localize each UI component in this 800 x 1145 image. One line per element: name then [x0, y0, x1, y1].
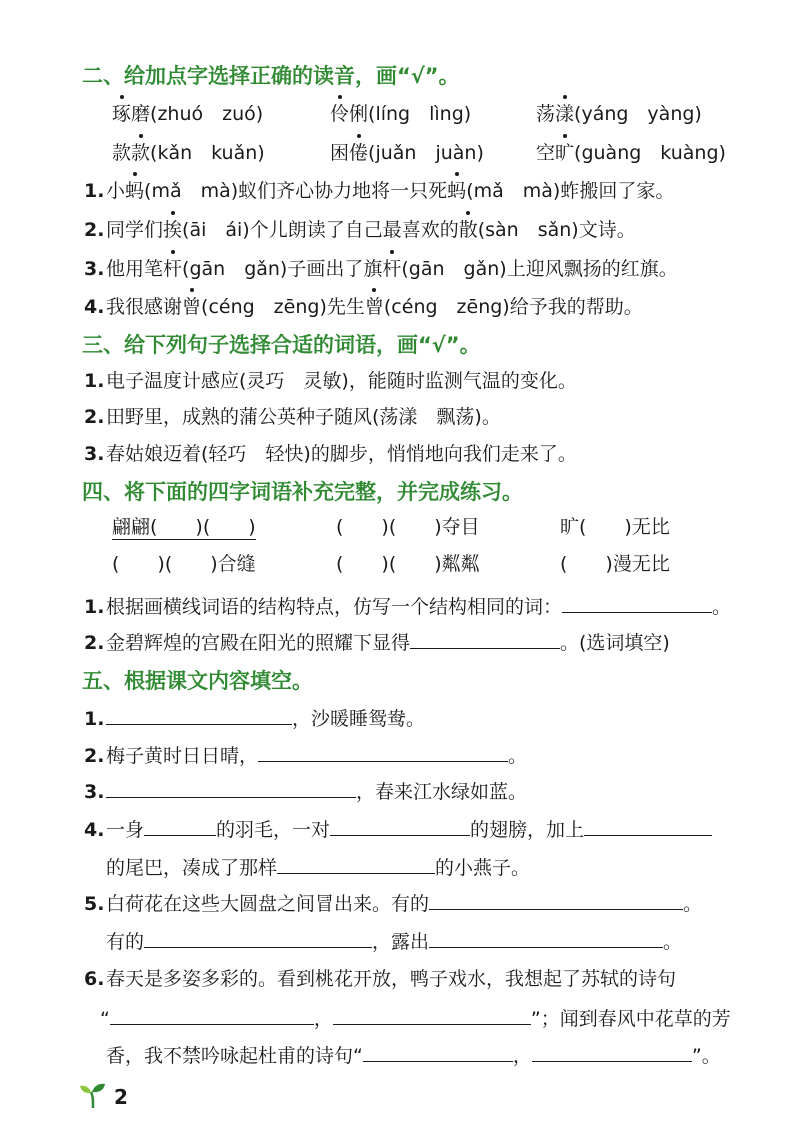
question-5-3: 3. ，春来江水绿如蓝。	[84, 777, 527, 805]
question-4-2: 2.金碧辉煌的宫殿在阳光的照耀下显得 。(选词填空)	[84, 628, 670, 656]
question-5-5: 5.白荷花在这些大圆盘之间冒出来。有的 。	[84, 889, 702, 917]
page-number: 2	[114, 1085, 128, 1109]
answer-blank[interactable]	[333, 1004, 531, 1025]
word-item: 款款(kǎn kuǎn)	[112, 142, 265, 164]
idiom-item: 翩翩( )( )	[112, 516, 256, 538]
answer-blank[interactable]	[144, 927, 372, 948]
word-item: 困倦(juǎn juàn)	[330, 142, 484, 164]
sprout-icon	[78, 1080, 108, 1114]
question-4-1: 1.根据画横线词语的结构特点，仿写一个结构相同的词： 。	[84, 592, 731, 620]
question-3-3: 3.春姑娘迈着(轻巧 轻快)的脚步，悄悄地向我们走来了。	[84, 443, 577, 465]
answer-blank[interactable]	[363, 1041, 513, 1062]
answer-blank[interactable]	[410, 628, 560, 649]
page-footer	[78, 1080, 128, 1114]
question-5-5-cont: 有的 ，露出 。	[106, 927, 682, 955]
idiom-item: ( )( )合缝	[112, 553, 256, 575]
question-5-4: 4.一身 的羽毛，一对 的翅膀，加上	[84, 815, 712, 843]
answer-blank[interactable]	[562, 592, 712, 613]
answer-blank[interactable]	[584, 815, 712, 836]
question-5-6: 6.春天是多姿多彩的。看到桃花开放，鸭子戏水，我想起了苏轼的诗句	[84, 968, 677, 990]
section-5-title: 五、根据课文内容填空。	[82, 669, 313, 693]
answer-blank[interactable]	[106, 704, 292, 725]
answer-blank[interactable]	[277, 853, 435, 874]
word-item: 伶俐(líng lìng)	[330, 103, 472, 125]
question-5-1: 1. ，沙暖睡鸳鸯。	[84, 704, 425, 732]
section-2-title: 二、给加点字选择正确的读音，画“√”。	[82, 64, 460, 88]
answer-blank[interactable]	[258, 741, 508, 762]
question-2-3: 3.他用笔杆(gān gǎn)子画出了旗杆(gān gǎn)上迎风飘扬的红旗。	[84, 258, 678, 280]
question-3-1: 1.电子温度计感应(灵巧 灵敏)，能随时监测气温的变化。	[84, 370, 577, 392]
word-item: 空旷(guàng kuàng)	[536, 142, 726, 164]
section-3-title: 三、给下列句子选择合适的词语，画“√”。	[82, 333, 481, 357]
question-2-4: 4.我很感谢曾(céng zēng)先生曾(céng zēng)给予我的帮助。	[84, 296, 643, 318]
idiom-item: ( )( )粼粼	[336, 553, 480, 575]
answer-blank[interactable]	[429, 889, 683, 910]
idiom-item: ( )漫无比	[560, 553, 670, 575]
question-5-6-cont: “ ， ”；闻到春风中花草的芳	[100, 1004, 731, 1032]
answer-blank[interactable]	[144, 815, 216, 836]
question-2-1: 1.小蚂(mǎ mà)蚁们齐心协力地将一只死蚂(mǎ mà)蚱搬回了家。	[84, 180, 675, 202]
question-2-2: 2.同学们挨(āi ái)个儿朗读了自己最喜欢的散(sàn sǎn)文诗。	[84, 219, 636, 241]
answer-blank[interactable]	[330, 815, 470, 836]
answer-blank[interactable]	[532, 1041, 692, 1062]
question-3-2: 2.田野里，成熟的蒲公英种子随风(荡漾 飘荡)。	[84, 406, 501, 428]
word-item: 琢磨(zhuó zuó)	[112, 103, 264, 125]
question-5-2: 2.梅子黄时日日晴， 。	[84, 741, 527, 769]
answer-blank[interactable]	[110, 1004, 314, 1025]
question-5-6-cont2: 香，我不禁吟咏起杜甫的诗句“ ， ”。	[106, 1041, 721, 1069]
idiom-item: 旷( )无比	[560, 516, 670, 538]
idiom-item: ( )( )夺目	[336, 516, 480, 538]
question-5-4-cont: 的尾巴，凑成了那样 的小燕子。	[106, 853, 530, 881]
section-4-title: 四、将下面的四字词语补充完整，并完成练习。	[82, 480, 523, 504]
word-item: 荡漾(yáng yàng)	[536, 103, 702, 125]
answer-blank[interactable]	[106, 777, 356, 798]
answer-blank[interactable]	[429, 927, 663, 948]
